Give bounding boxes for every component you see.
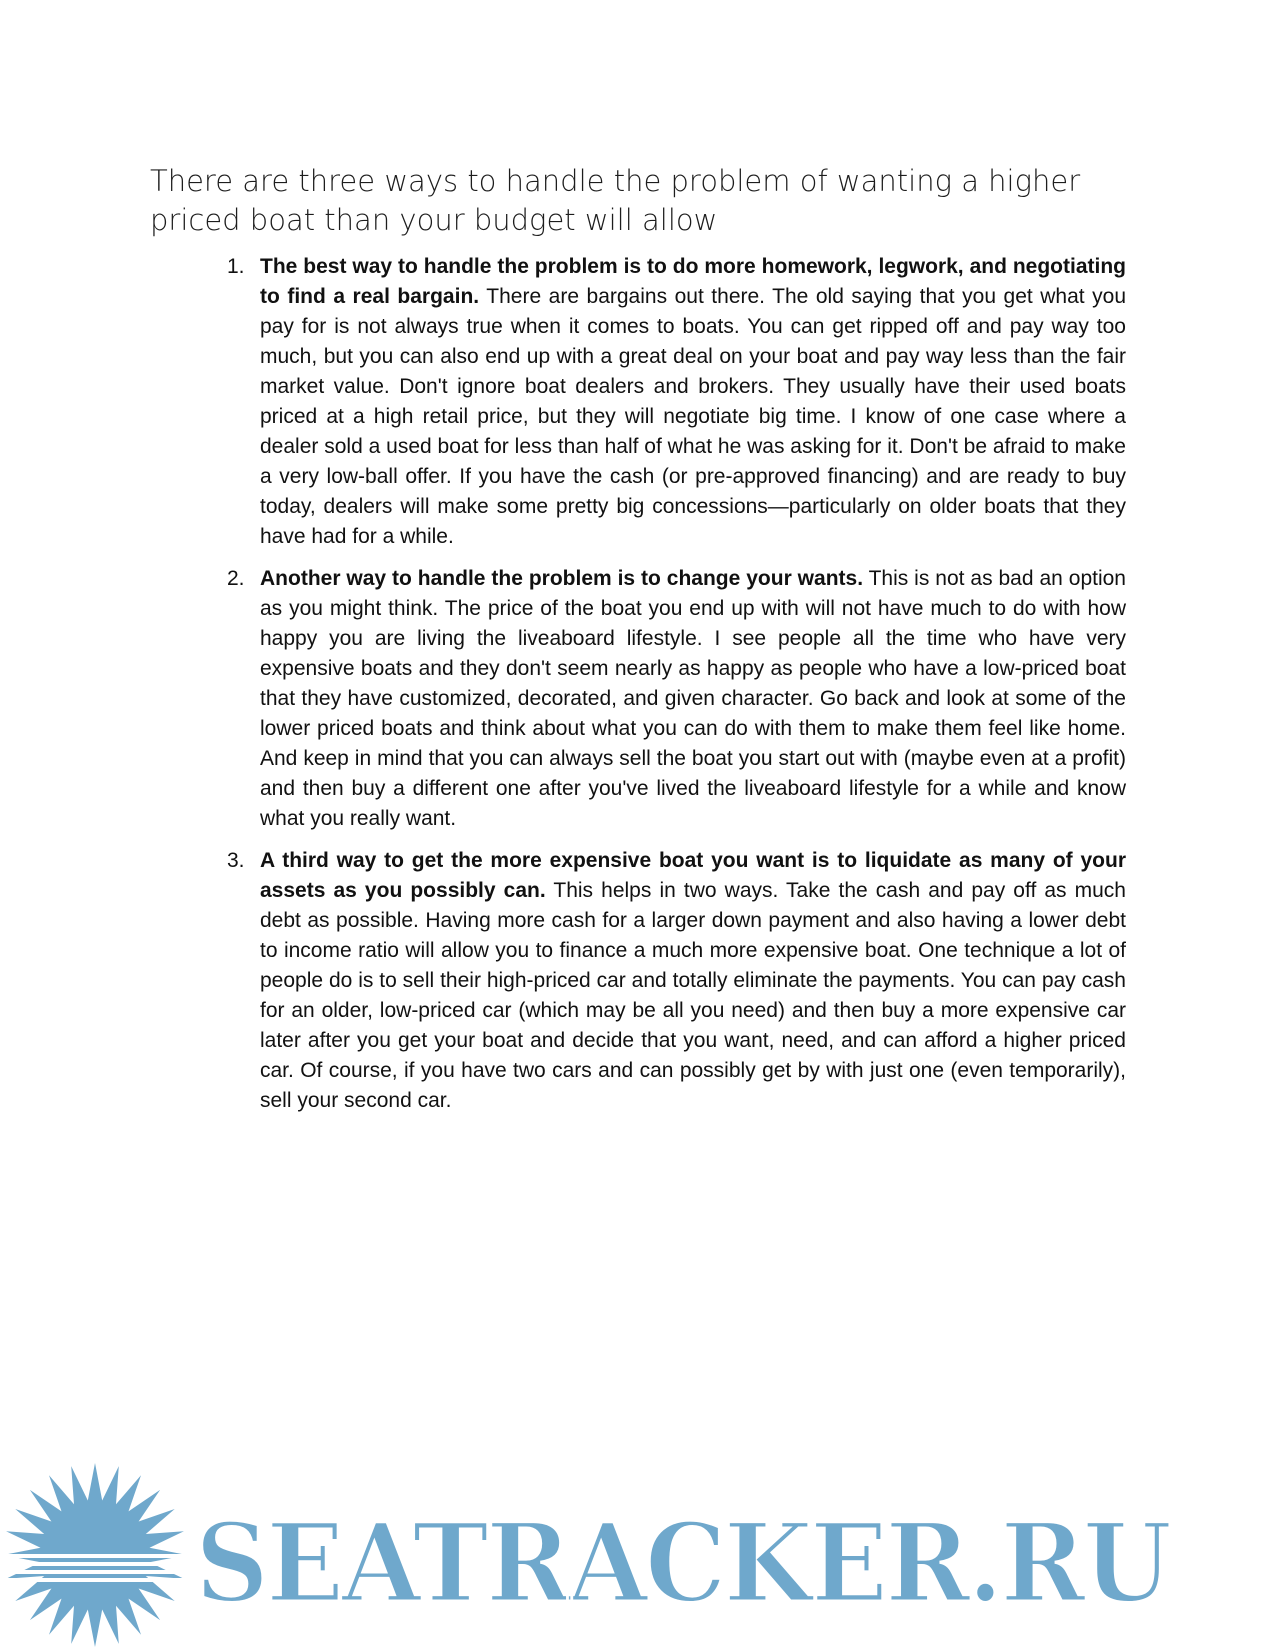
list-item-body: There are bargains out there. The old saying that you get what you pay for is not always true when it comes to boats. You can get ripped off and pay way too much, but you can also end up with a great deal on your boat and pay way less than the fair market value. Don't ignore boat dealers and brokers. They usually have their used boats priced at a high retail price, but they will negotiate big time. I know of one case where a dealer sold a used boat for less than half of what he was asking for it. Don't be afraid to make a very low-ball offer. If you have the cash (or pre-approved financing) and are ready to buy today, dealers will make some pretty big concessions—particularly on older boats that they have had for a while. xyxy=(260,285,1126,548)
list-item-lead: The best way to handle the problem is to do more homework, legwork, and negotiating to find a real bargain. xyxy=(260,255,1126,308)
logo-text: SEATRACKER.RU xyxy=(195,1504,1170,1622)
sun-icon xyxy=(0,1460,195,1650)
list-item xyxy=(227,252,1126,552)
list-item-body: This helps in two ways. Take the cash and pay off as much debt as possible. Having more cash for a larger down payment and also having a lower debt to income ratio will allow you to finance a much more expensive boat. One technique a lot of people do is to sell their high-priced car and totally eliminate the payments. You can pay cash for an older, low-priced car (which may be all you need) and then buy a more expensive car later after you get your boat and decide that you want, need, and can afford a higher priced car. Of course, if you have two cars and can possibly get by with just one (even temporarily), sell your second car. xyxy=(260,879,1126,1112)
list-item-lead: A third way to get the more expensive boat you want is to liquidate as many of your assets as you possibly can. xyxy=(260,849,1126,902)
page-title: There are three ways to handle the problem of wanting a higher priced boat than your budget will allow xyxy=(150,164,1081,237)
list-item-number: 2. xyxy=(227,567,245,590)
list-item xyxy=(227,564,1126,834)
list-item-body: This is not as bad an option as you might think. The price of the boat you end up with will not have much to do with how happy you are living the liveaboard lifestyle. I see people all the time who have very expensive boats and they don't seem nearly as happy as people who have a low-priced boat that they have customized, decorated, and given character. Go back and look at some of the lower priced boats and think about what you can do with them to make them feel like home. And keep in mind that you can always sell the boat you start out with (maybe even at a profit) and then buy a different one after you've lived the liveaboard lifestyle for a while and know what you really want. xyxy=(260,567,1126,830)
footer-logo xyxy=(0,1460,1275,1650)
list-item xyxy=(227,846,1126,1116)
numbered-list xyxy=(227,252,1126,1128)
list-item-number: 3. xyxy=(227,849,245,872)
list-item-number: 1. xyxy=(227,255,245,278)
list-item-lead: Another way to handle the problem is to change your wants. xyxy=(260,567,864,590)
